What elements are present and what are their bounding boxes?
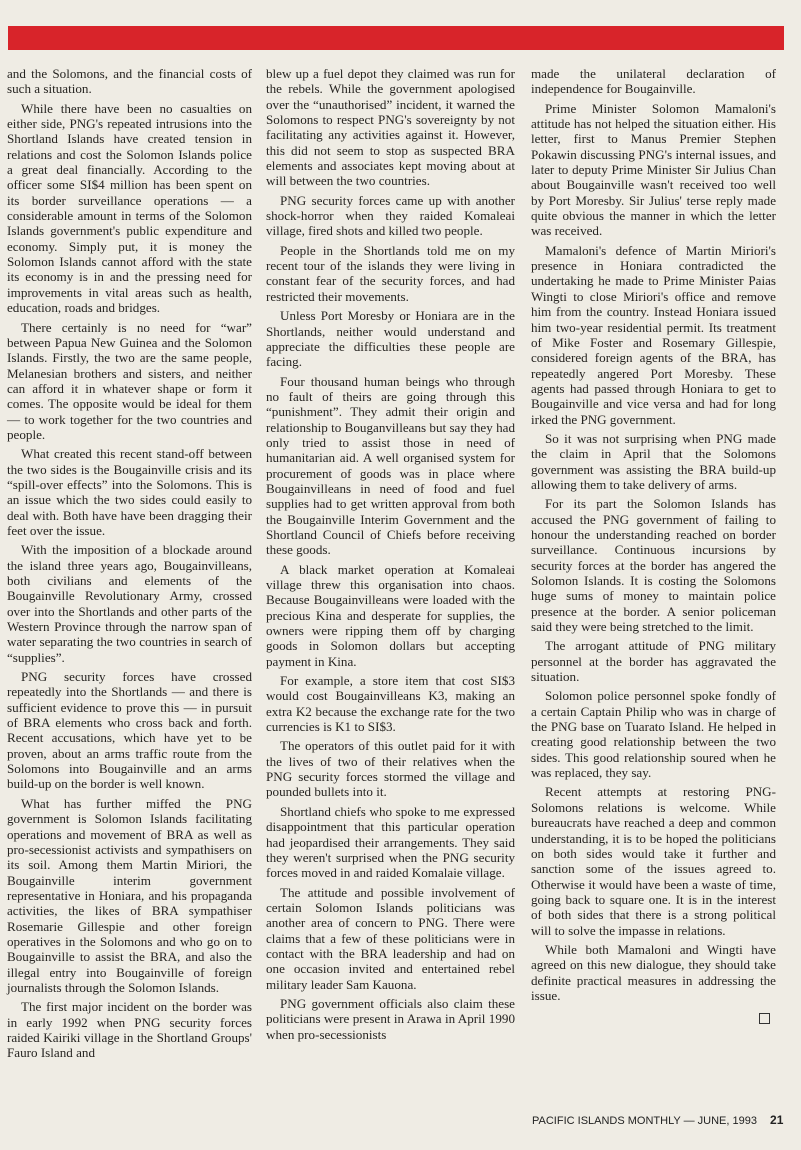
paragraph: and the Solomons, and the financial costs of such a situation. [7,66,252,97]
paragraph: Unless Port Moresby or Honiara are in the Shortlands, neither would understand and appreciate the difficulties these people are facing. [266,308,515,370]
article-column-2 [266,66,515,1046]
paragraph: What has further miffed the PNG government is Solomon Islands facilitating operations and movement of BRA as well as pro-secessionist activists and sympathisers on its soil. Among them Martin Miriori, the Bougainville interim government representative in Honiara, and his propaganda activities, the likes of BRA sympathiser Rosemarie Gillespie and other foreign operatives in the Solomons and who go on to Bougainville to assist the BRA, and also the illegal entry into Bougainville of foreign journalists through the Solomon Islands. [7,795,252,995]
paragraph: made the unilateral declaration of independence for Bougainville. [531,66,776,97]
paragraph: Mamaloni's defence of Martin Miriori's presence in Honiara contradicted the undertaking he made to Prime Minister Paias Wingti to close Miriori's office and remove him from the country. Instead Honiara issued him two-year residential permit. Its treatment of Mike Foster and Rosemary Gillespie, considered foreign agents of the BRA, has repeatedly angered Port Moresby. These agents had passed through Honiara to get to Bougainville and vice versa and had for long irked the PNG government. [531,242,776,427]
paragraph: The arrogant attitude of PNG military personnel at the border has aggravated the situation. [531,638,776,685]
paragraph: The attitude and possible involvement of certain Solomon Islands politicians was another area of concern to PNG. There were claims that a few of these politicians were in contact with the BRA leadership and had on one occasion invited and entertained rebel military leader Sam Kauona. [266,884,515,992]
paragraph: What created this recent stand-off between the two sides is the Bougainville crisis and its “spill-over effects” into the Solomons. This is an issue which the two sides could easily to deal with. Both have have been dragging their feet over the issue. [7,446,252,538]
paragraph: For its part the Solomon Islands has accused the PNG government of failing to honour the understanding reached on border surveillance. Continuous incursions by security forces at the border has angered the Solomon Islands. It is costing the Solomons huge sums of money to maintain police presence at the border. A senior policeman said they were being stretched to the limit. [531,496,776,635]
paragraph: PNG government officials also claim these politicians were present in Arawa in April 1990 when pro-secessionists [266,995,515,1042]
paragraph: A black market operation at Komaleai village threw this organisation into chaos. Because Bougainvilleans were loaded with the precious Kina and desperate for supplies, the owners were ripping them off by charging goods in Solomon dollars but accepting payment in Kina. [266,561,515,669]
paragraph: For example, a store item that cost SI$3 would cost Bougainvilleans K3, making an extra K2 because the exchange rate for the two currencies is K1 to SI$3. [266,673,515,735]
paragraph: Shortland chiefs who spoke to me expressed disappointment that this particular operation had jeopardised their arrangements. They said they weren't surprised when the PNG security forces moved in and raided Komalaie village. [266,803,515,881]
page-number: 21 [770,1113,784,1127]
paragraph: Recent attempts at restoring PNG-Solomons relations is welcome. While bureaucrats have reached a deep and common understanding, it is to be hoped the politicians on both sides would take it further and sanction some of the issues agreed to. Otherwise it would have been a waste of time, going back to square one. It is in the interest of both sides that there is a strong political will to solve the impasse in relations. [531,784,776,938]
footer-publication: PACIFIC ISLANDS MONTHLY — JUNE, 1993 [532,1115,757,1127]
paragraph: blew up a fuel depot they claimed was run for the rebels. While the government apologised over the “unauthorised” incident, it warned the Solomons to respect PNG's sovereignty by not facilitating any activities against it. However, this did not seem to stop as suspected BRA elements and associates kept moving about at will between the two countries. [266,66,515,189]
paragraph: Solomon police personnel spoke fondly of a certain Captain Philip who was in charge of the PNG base on Tuarato Island. He helped in creating good relationship between the two sides. This good relationship soured when he was replaced, they say. [531,688,776,781]
paragraph: So it was not surprising when PNG made the claim in April that the Solomons government was assisting the BRA build-up allowing them to take delivery of arms. [531,430,776,492]
header-red-bar [8,26,784,50]
paragraph: PNG security forces have crossed repeatedly into the Shortlands — and there is sufficient evidence to prove this — in pursuit of BRA elements who cross back and forth. Recent accusations, which have yet to be proven, about an arms traffic route from the Solomons into Bougainville and an arms build-up on the border is well known. [7,669,252,792]
paragraph: While there have been no casualties on either side, PNG's repeated intrusions into the Shortland Islands have created tension in relations and cost the Solomon Islands police a great deal financially. According to the officer some SI$4 million has been spent on its border surveillance operations — a considerable amount in terms of the Solomon Islands government's public expenditure and economy. Simply put, it is money the Solomon Islands cannot afford with the state its economy is in and the pressing need for improvements in vital areas such as health, education, roads and bridges. [7,100,252,316]
paragraph: Prime Minister Solomon Mamaloni's attitude has not helped the situation either. His letter, first to Manus Premier Stephen Pokawin discussing PNG's internal issues, and later to deputy Prime Minister Sir Julius Chan about Bougainville wasn't received too well by Port Moresby. Sir Julius' terse reply made quite obvious the manner in which the letter was received. [531,100,776,239]
paragraph: People in the Shortlands told me on my recent tour of the islands they were living in constant fear of the security forces, and had restricted their movements. [266,242,515,304]
paragraph: With the imposition of a blockade around the island three years ago, Bougainvilleans, both civilians and elements of the Bougainville Revolutionary Army, crossed over into the Shortlands and other parts of the Western Province through the narrow span of water separating the two countries in search of “supplies”. [7,542,252,665]
paragraph: PNG security forces came up with another shock-horror when they raided Komaleai village, fired shots and killed two people. [266,192,515,239]
article-column-3 [531,66,776,1024]
article-column-1 [7,66,252,1065]
paragraph: The operators of this outlet paid for it with the lives of two of their relatives when the PNG security forces stormed the village and pounded bullets into it. [266,738,515,800]
paragraph: While both Mamaloni and Wingti have agreed on this new dialogue, they should take definite practical measures in addressing the issue. [531,941,776,1003]
page-top-margin [0,0,801,24]
paragraph: There certainly is no need for “war” between Papua New Guinea and the Solomon Islands. Firstly, the two are the same people, Melanesian brothers and sisters, and neither can afford it in whatever shape or form it comes. The opposite would be ideal for them — to work together for the two countries and people. [7,319,252,442]
end-of-article-mark [759,1013,770,1024]
paragraph: The first major incident on the border was in early 1992 when PNG security forces raided Kairiki village in the Shortland Groups' Fauro Island and [7,999,252,1061]
page-footer [532,1113,784,1127]
paragraph: Four thousand human beings who through no fault of theirs are going through this “punishment”. They admit their origin and relationship to Bouganvilleans but say they had only tried to assist those in need of humanitarian aid. A well organised system for procurement of goods was in place where Bougainvilleans in need of food and fuel supplies had to get written approval from both the Bougainville Interim Government and the Shortland Council of Chiefs before receiving these goods. [266,373,515,558]
